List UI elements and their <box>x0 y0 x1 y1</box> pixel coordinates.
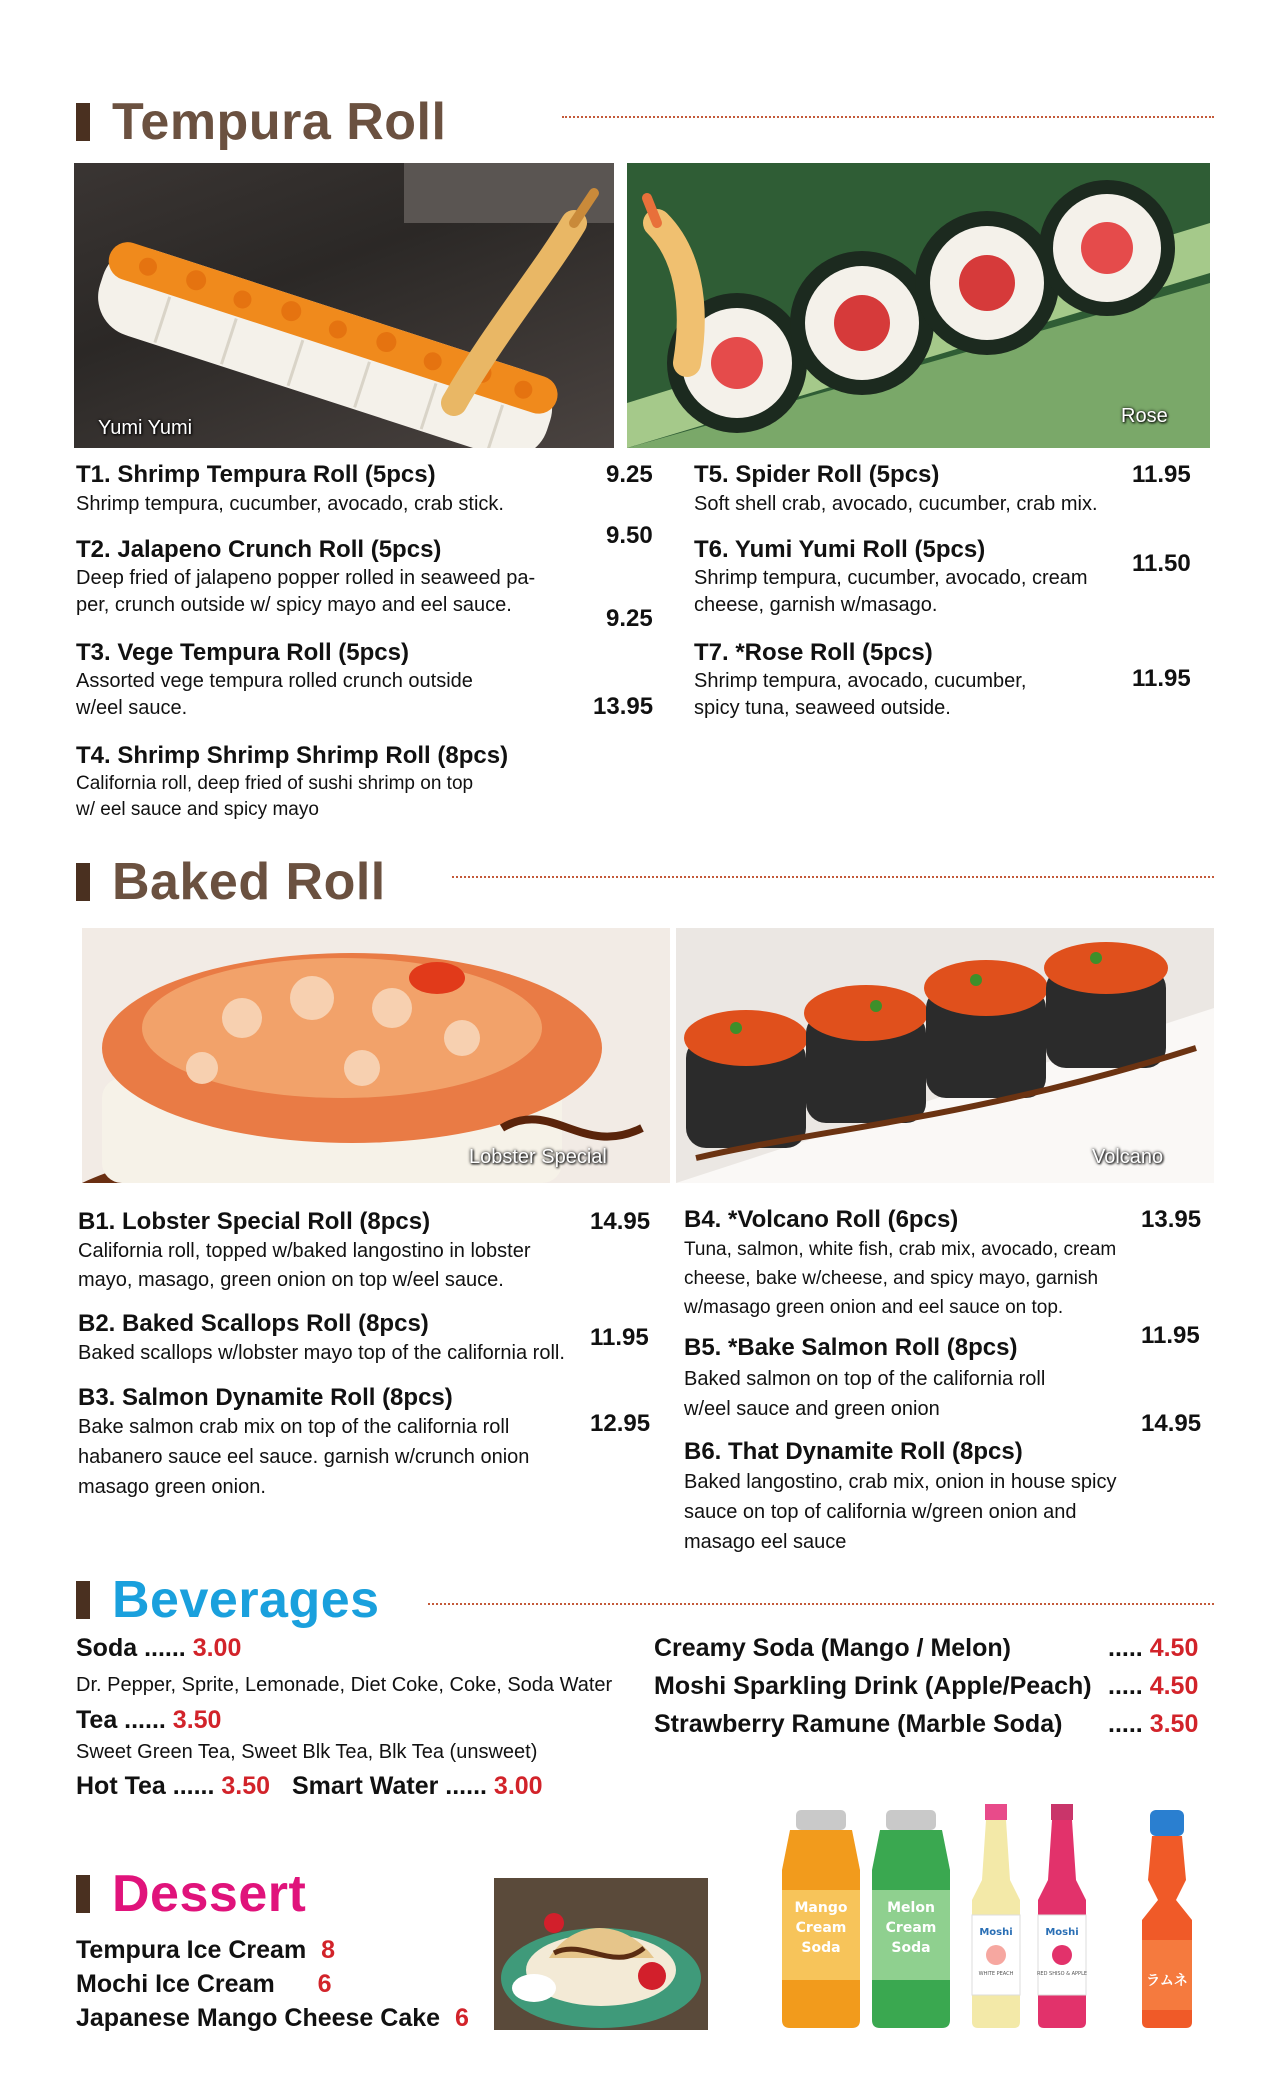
beverage-bottles-image <box>780 1800 1220 2030</box>
dessert-item-2 <box>76 1970 332 1999</box>
item-t7-desc-2: spicy tuna, seaweed outside. <box>694 697 951 719</box>
item-t4-desc-2: w/ eel sauce and spicy mayo <box>76 799 319 820</box>
photo-rose <box>627 163 1210 448</box>
dessert-item-name: Japanese Mango Cheese Cake <box>76 2004 441 2032</box>
dessert-item-1 <box>76 1936 335 1965</box>
item-t7-desc-1: Shrimp tempura, avocado, cucumber, <box>694 670 1027 692</box>
item-t4-desc-1: California roll, deep fried of sushi shrimp on top <box>76 773 474 794</box>
photo-caption-lobster-special: Lobster Special <box>469 1146 607 1168</box>
dessert-item-price: 6 <box>455 2004 469 2032</box>
item-t4-price: 13.95 <box>593 693 654 720</box>
item-b1-price: 14.95 <box>590 1208 651 1235</box>
item-b5-price: 11.95 <box>1141 1322 1200 1349</box>
tempura-divider <box>562 116 1214 118</box>
mango-line3: Soda <box>801 1940 841 1956</box>
item-b5-desc-1: Baked salmon on top of the california roll <box>684 1368 1046 1390</box>
price: 3.50 <box>1149 1710 1199 1738</box>
melon-line3: Soda <box>891 1940 931 1956</box>
photo-caption-volcano: Volcano <box>1092 1146 1164 1168</box>
photo-caption-yumi-yumi: Yumi Yumi <box>98 417 193 439</box>
item-t2-name: T2. Jalapeno Crunch Roll (5pcs) <box>76 536 442 563</box>
moshi-peach-flavor: WHITE PEACH <box>978 1971 1014 1977</box>
item-t3-desc-1: Assorted vege tempura rolled crunch outside <box>76 670 473 692</box>
item-b6-desc-1: Baked langostino, crab mix, onion in house spicy <box>684 1471 1117 1493</box>
tempura-title: Tempura Roll <box>112 93 447 151</box>
bev-moshi-price <box>1108 1672 1198 1701</box>
baked-divider <box>452 876 1214 878</box>
price: 4.50 <box>1149 1634 1199 1662</box>
melon-line2: Cream <box>885 1920 937 1936</box>
bev-smart-water-label: Smart Water ...... <box>292 1772 487 1800</box>
bev-soda-desc: Dr. Pepper, Sprite, Lemonade, Diet Coke, Coke, Soda Water <box>76 1674 613 1696</box>
item-b4-price: 13.95 <box>1141 1206 1202 1233</box>
item-t3-name: T3. Vege Tempura Roll (5pcs) <box>76 639 409 666</box>
item-b1-desc-1: California roll, topped w/baked langostino in lobster <box>78 1240 531 1262</box>
bev-moshi-label: Moshi Sparkling Drink (Apple/Peach) <box>654 1672 1092 1700</box>
photo-volcano <box>676 928 1214 1183</box>
tempura-heading <box>76 93 447 151</box>
lobster-special-roll-image <box>82 928 670 1183</box>
item-t5-desc: Soft shell crab, avocado, cucumber, crab mix. <box>694 493 1098 515</box>
moshi-apple-brand: Moshi <box>1045 1927 1079 1938</box>
item-b6-price: 14.95 <box>1141 1410 1202 1437</box>
item-t7-price: 11.95 <box>1132 665 1191 692</box>
dots: ..... <box>1108 1672 1143 1700</box>
dessert-item-price: 6 <box>317 1970 332 1998</box>
mango-line1: Mango <box>794 1900 848 1916</box>
item-t1-desc: Shrimp tempura, cucumber, avocado, crab stick. <box>76 493 504 515</box>
moshi-peach-bottle <box>972 1804 1020 2028</box>
bev-tea <box>76 1706 221 1735</box>
item-t4-name: T4. Shrimp Shrimp Shrimp Roll (8pcs) <box>76 742 509 769</box>
ramune-bottle <box>1142 1810 1192 2028</box>
item-t2-desc-2: per, crunch outside w/ spicy mayo and eel sauce. <box>76 594 512 616</box>
moshi-peach-brand: Moshi <box>979 1927 1013 1938</box>
item-t1-price: 9.25 <box>606 461 653 488</box>
melon-line1: Melon <box>887 1900 935 1916</box>
item-t7-name: T7. *Rose Roll (5pcs) <box>694 639 933 666</box>
baked-title: Baked Roll <box>112 853 386 911</box>
bev-tea-desc: Sweet Green Tea, Sweet Blk Tea, Blk Tea (unsweet) <box>76 1741 538 1763</box>
item-t6-price: 11.50 <box>1132 550 1191 577</box>
dessert-item-3 <box>76 2004 469 2033</box>
item-b4-desc-3: w/masago green onion and eel sauce on top. <box>684 1297 1064 1318</box>
item-t6-desc-1: Shrimp tempura, cucumber, avocado, cream <box>694 567 1088 589</box>
yumi-yumi-roll-image <box>74 163 614 448</box>
moshi-apple-flavor: RED SHISO & APPLE <box>1036 1971 1088 1977</box>
beverages-title: Beverages <box>112 1571 380 1629</box>
item-b4-desc-1: Tuna, salmon, white fish, crab mix, avocado, cream <box>684 1239 1117 1260</box>
bev-smart-water-price: 3.00 <box>493 1772 543 1800</box>
bev-ramune-price <box>1108 1710 1198 1739</box>
item-t5-price: 11.95 <box>1132 461 1191 488</box>
item-t5-name: T5. Spider Roll (5pcs) <box>694 461 940 488</box>
item-b6-desc-3: masago eel sauce <box>684 1531 847 1553</box>
heading-bar <box>76 1875 90 1913</box>
dots: ..... <box>1108 1634 1143 1662</box>
bev-creamy-soda-price <box>1108 1634 1198 1663</box>
item-t3-desc-2: w/eel sauce. <box>76 697 188 719</box>
item-t6-name: T6. Yumi Yumi Roll (5pcs) <box>694 536 986 563</box>
bev-ramune-label: Strawberry Ramune (Marble Soda) <box>654 1710 1063 1738</box>
item-b3-desc-3: masago green onion. <box>78 1476 266 1498</box>
item-b6-desc-2: sauce on top of california w/green onion and <box>684 1501 1077 1523</box>
dessert-title: Dessert <box>112 1865 307 1923</box>
photo-lobster-special <box>82 928 670 1183</box>
beverages-divider <box>428 1603 1214 1605</box>
melon-soda-bottle <box>872 1810 950 2028</box>
tempura-ice-cream-image <box>494 1878 708 2030</box>
item-b2-desc: Baked scallops w/lobster mayo top of the california roll. <box>78 1342 565 1364</box>
item-b4-desc-2: cheese, bake w/cheese, and spicy mayo, garnish <box>684 1268 1099 1289</box>
bev-smart-water <box>292 1772 543 1801</box>
bev-soda <box>76 1634 241 1663</box>
item-t1-name: T1. Shrimp Tempura Roll (5pcs) <box>76 461 436 488</box>
dessert-item-name: Mochi Ice Cream <box>76 1970 275 1998</box>
price: 4.50 <box>1149 1672 1199 1700</box>
photo-tempura-ice-cream <box>494 1878 708 2030</box>
dessert-item-name: Tempura Ice Cream <box>76 1936 307 1964</box>
item-b6-name: B6. That Dynamite Roll (8pcs) <box>684 1438 1023 1465</box>
bev-hot-tea <box>76 1772 270 1801</box>
item-t3-price: 9.25 <box>606 605 653 632</box>
mango-line2: Cream <box>795 1920 847 1936</box>
item-b5-name: B5. *Bake Salmon Roll (8pcs) <box>684 1334 1018 1361</box>
item-b5-desc-2: w/eel sauce and green onion <box>684 1398 940 1420</box>
dots: ..... <box>1108 1710 1143 1738</box>
bev-soda-price: 3.00 <box>192 1634 242 1662</box>
item-b2-price: 11.95 <box>590 1324 649 1351</box>
photo-caption-rose: Rose <box>1121 405 1168 427</box>
dessert-item-price: 8 <box>321 1936 336 1964</box>
dessert-heading <box>76 1865 307 1923</box>
heading-bar <box>76 103 90 141</box>
bev-hot-tea-label: Hot Tea ...... <box>76 1772 215 1800</box>
volcano-roll-image <box>676 928 1214 1183</box>
mango-soda-bottle <box>782 1810 860 2028</box>
baked-heading <box>76 853 386 911</box>
item-b3-desc-2: habanero sauce eel sauce. garnish w/crunch onion <box>78 1446 530 1468</box>
bev-soda-label: Soda ...... <box>76 1634 186 1662</box>
item-b3-name: B3. Salmon Dynamite Roll (8pcs) <box>78 1384 453 1411</box>
item-b1-desc-2: mayo, masago, green onion on top w/eel sauce. <box>78 1269 504 1291</box>
bev-creamy-soda-label: Creamy Soda (Mango / Melon) <box>654 1634 1011 1662</box>
beverages-heading <box>76 1571 380 1629</box>
photo-yumi-yumi <box>74 163 614 448</box>
item-t2-desc-1: Deep fried of jalapeno popper rolled in seaweed pa- <box>76 567 536 589</box>
bev-tea-label: Tea ...... <box>76 1706 166 1734</box>
heading-bar <box>76 863 90 901</box>
item-b3-desc-1: Bake salmon crab mix on top of the california roll <box>78 1416 510 1438</box>
ramune-label: ラムネ <box>1146 1973 1188 1989</box>
item-t6-desc-2: cheese, garnish w/masago. <box>694 594 938 616</box>
heading-bar <box>76 1581 90 1619</box>
item-b3-price: 12.95 <box>590 1410 651 1437</box>
bev-hot-tea-price: 3.50 <box>221 1772 271 1800</box>
item-b4-name: B4. *Volcano Roll (6pcs) <box>684 1206 959 1233</box>
item-b2-name: B2. Baked Scallops Roll (8pcs) <box>78 1310 429 1337</box>
bev-tea-price: 3.50 <box>172 1706 222 1734</box>
item-b1-name: B1. Lobster Special Roll (8pcs) <box>78 1208 431 1235</box>
moshi-apple-bottle <box>1037 1804 1087 2028</box>
item-t2-price: 9.50 <box>606 522 653 549</box>
